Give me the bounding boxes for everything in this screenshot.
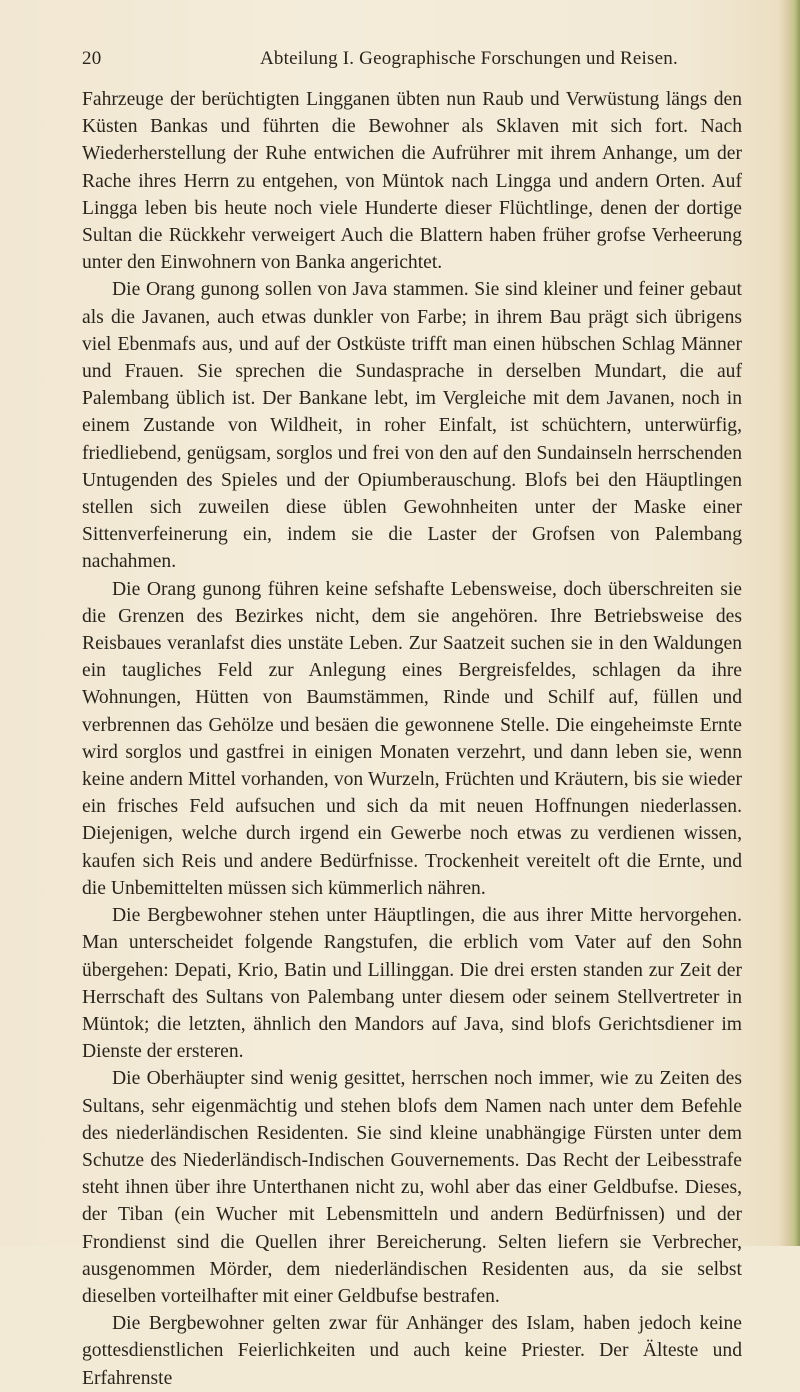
- paragraph-1: Fahrzeuge der berüchtigten Lingganen übten nun Raub und Verwüstung längs den Küsten Bankas und führten die Bewohner als Sklaven mit sich fort. Nach Wiederherstellung der Ruhe entwichen die Aufrührer mit ihrem Anhange, um der Rache ihres Herrn zu entgehen, von Müntok nach Lingga und andern Orten. Auf Lingga leben bis heute noch viele Hunderte dieser Flüchtlinge, denen der dortige Sultan die Rückkehr verweigert Auch die Blattern haben früher grofse Verheerung unter den Einwohnern von Banka angerichtet.: [82, 89, 742, 274]
- page-number: 20: [82, 48, 102, 69]
- page-header: [82, 44, 742, 74]
- body-text: [82, 86, 742, 1392]
- running-head: Abteilung I. Geographische Forschungen und Reisen.: [260, 48, 678, 69]
- paragraph-4: Die Bergbewohner stehen unter Häuptlingen, die aus ihrer Mitte hervorgehen. Man unterscheidet folgende Rangstufen, die erblich vom Vater auf den Sohn übergehen: Depati, Krio, Batin und Lillinggan. Die drei ersten standen zur Zeit der Herrschaft des Sultans von Palembang unter diesem oder seinem Stellvertreter in Müntok; die letzten, ähnlich den Mandors auf Java, sind blofs Gerichtsdiener im Dienste der ersteren.: [82, 905, 742, 1063]
- paragraph-2: Die Orang gunong sollen von Java stammen. Sie sind kleiner und feiner gebaut als die Javanen, auch etwas dunkler von Farbe; in ihrem Bau prägt sich übrigens viel Ebenmafs aus, und auf der Ostküste trifft man einen hübschen Schlag Männer und Frauen. Sie sprechen die Sundasprache in derselben Mundart, die auf Palembang üblich ist. Der Bankane lebt, im Vergleiche mit dem Javanen, noch in einem Zustande von Wildheit, in roher Einfalt, ist schüchtern, unterwürfig, friedliebend, genügsam, sorglos und frei von den auf den Sundainseln herrschenden Untugenden des Spieles und der Opiumberauschung. Blofs bei den Häuptlingen stellen sich zuweilen diese üblen Gewohnheiten unter der Maske einer Sittenverfeinerung ein, indem sie die Laster der Grofsen von Palembang nachahmen.: [82, 279, 742, 573]
- paragraph-6: Die Bergbewohner gelten zwar für Anhänger des Islam, haben jedoch keine gottesdienstlichen Feierlichkeiten und auch keine Priester. Der Älteste und Erfahrenste: [82, 1313, 742, 1389]
- page-edge-shading: [778, 0, 800, 1246]
- paragraph-3: Die Orang gunong führen keine sefshafte Lebensweise, doch überschreiten sie die Grenzen des Bezirkes nicht, dem sie angehören. Ihre Betriebsweise des Reisbaues veranlafst dies unstäte Leben. Zur Saatzeit suchen sie in den Waldungen ein taugliches Feld zur Anlegung eines Bergreisfeldes, schlagen da ihre Wohnungen, Hütten von Baumstämmen, Rinde und Schilf auf, füllen und verbrennen das Gehölze und besäen die gewonnene Stelle. Die eingeheimste Ernte wird sorglos und gastfrei in einigen Monaten verzehrt, und dann leben sie, wenn keine andern Mittel vorhanden, von Wurzeln, Früchten und Kräutern, bis sie wieder ein frisches Feld aufsuchen und sich da mit neuen Hoffnungen niederlassen. Diejenigen, welche durch irgend ein Gewerbe noch etwas zu verdienen wissen, kaufen sich Reis und andere Bedürfnisse. Trockenheit vereitelt oft die Ernte, und die Unbemittelten müssen sich kümmerlich nähren.: [82, 578, 742, 899]
- paragraph-5: Die Oberhäupter sind wenig gesittet, herrschen noch immer, wie zu Zeiten des Sultans, sehr eigenmächtig und stehen blofs dem Namen nach unter dem Befehle des niederländischen Residenten. Sie sind kleine unabhängige Fürsten unter dem Schutze des Niederländisch-Indischen Gouvernements. Das Recht der Leibesstrafe steht ihnen über ihre Unterthanen nicht zu, wohl aber das einer Geldbufse. Dieses, der Tiban (ein Wucher mit Lebensmitteln und andern Bedürfnissen) und der Frondienst sind die Quellen ihrer Bereicherung. Selten liefern sie Verbrecher, ausgenommen Mörder, dem niederländischen Residenten aus, da sie selbst dieselben vorteilhafter mit einer Geldbufse bestrafen.: [82, 1068, 742, 1307]
